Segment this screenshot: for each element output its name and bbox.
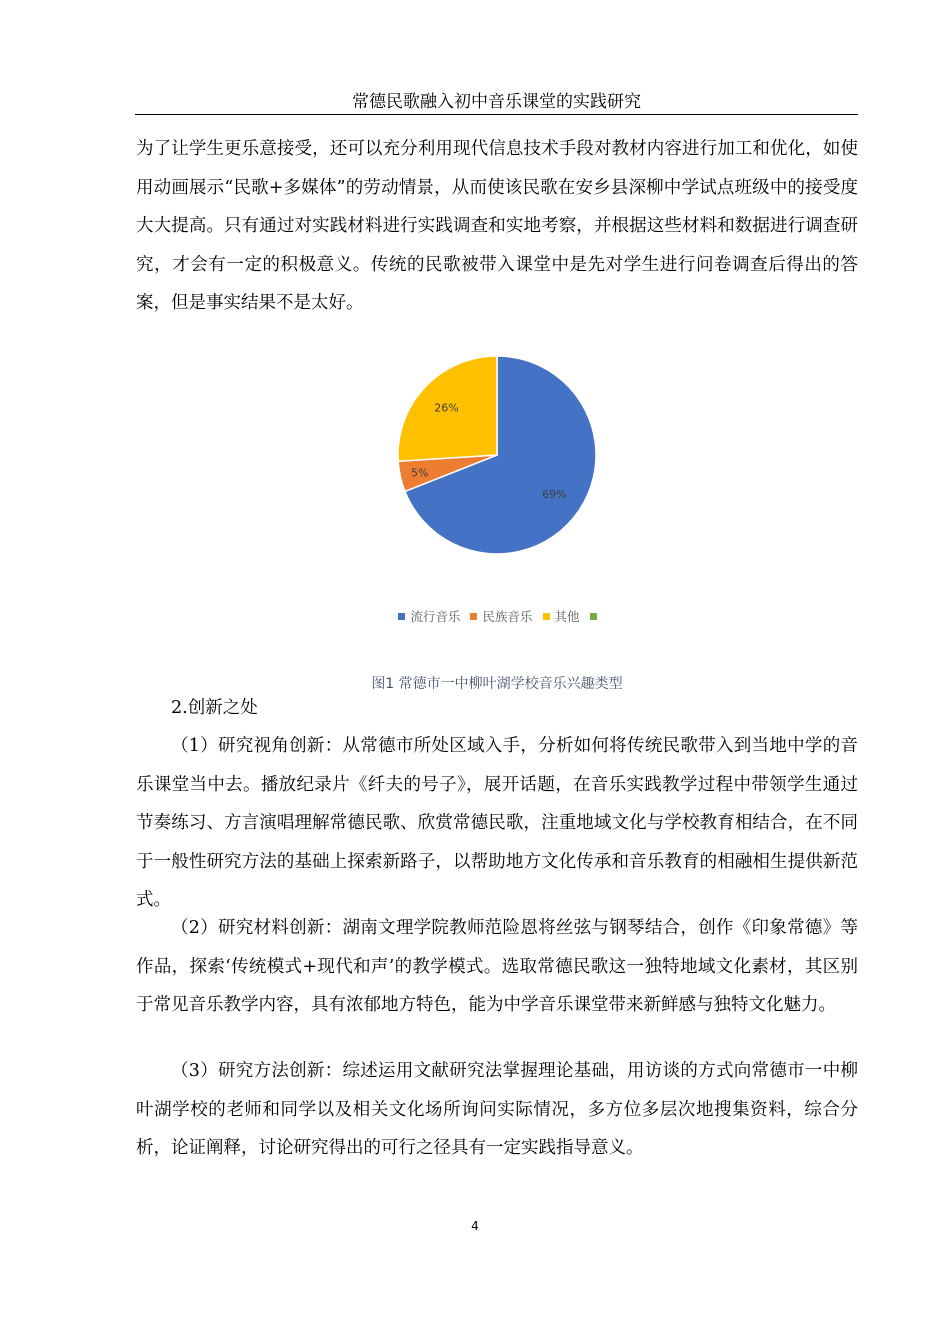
legend-label-other: 其他	[554, 609, 580, 624]
legend-item-pop	[398, 607, 460, 625]
pie-label-folk: 5%	[410, 466, 429, 480]
legend-item-unlabeled	[590, 613, 602, 620]
legend-swatch-pop	[398, 613, 405, 620]
section-heading: 2.创新之处	[171, 698, 258, 718]
legend-item-folk	[470, 607, 532, 625]
legend-swatch-folk	[470, 613, 477, 620]
innovation-paragraph-3: （3）研究方法创新：综述运用文献研究法掌握理论基础，用访谈的方式向常德市一中柳叶湖学校的老师和同学以及相关文化场所询问实际情况，多方位多层次地搜集资料，综合分析，论证阐释，讨论研究得出的可行之径具有一定实践指导意义。	[136, 1061, 858, 1158]
pie-label-other: 26%	[434, 401, 459, 415]
chart-legend	[340, 606, 660, 626]
legend-item-other	[543, 607, 580, 625]
legend-swatch-other	[543, 613, 550, 620]
page-number: 4	[471, 1219, 479, 1233]
music-interest-pie-chart	[340, 340, 660, 640]
legend-swatch-unlabeled	[590, 613, 597, 620]
innovation-paragraph-2: （2）研究材料创新：湖南文理学院教师范险恩将丝弦与钢琴结合，创作《印象常德》等作品，探索‘传统模式+现代和声’的教学模式。选取常德民歌这一独特地域文化素材，其区别于常见音乐教学内容，具有浓郁地方特色，能为中学音乐课堂带来新鲜感与独特文化魅力。	[136, 918, 858, 1015]
legend-label-folk: 民族音乐	[482, 609, 533, 624]
figure-caption: 图1 常德市一中柳叶湖学校音乐兴趣类型	[371, 676, 623, 692]
intro-paragraph: 为了让学生更乐意接受，还可以充分利用现代信息技术手段对教材内容进行加工和优化，如使用动画展示“民歌+多媒体”的劳动情景，从而使该民歌在安乡县深柳中学试点班级中的接受度大大提高。只有通过对实践材料进行实践调查和实地考察，并根据这些材料和数据进行调查研究，才会有一定的积极意义。传统的民歌被带入课堂中是先对学生进行问卷调查后得出的答案，但是事实结果不是太好。	[136, 139, 858, 313]
header-divider	[135, 114, 858, 115]
innovation-paragraph-1: （1）研究视角创新：从常德市所处区域入手，分析如何将传统民歌带入到当地中学的音乐课堂当中去。播放纪录片《纤夫的号子》，展开话题，在音乐实践教学过程中带领学生通过节奏练习、方言演唱理解常德民歌、欣赏常德民歌，注重地域文化与学校教育相结合，在不同于一般性研究方法的基础上探索新路子，以帮助地方文化传承和音乐教育的相融相生提供新范式。	[136, 736, 858, 910]
pie-label-pop: 69%	[542, 487, 567, 501]
legend-label-pop: 流行音乐	[410, 609, 461, 624]
page-header-title: 常德民歌融入初中音乐课堂的实践研究	[352, 92, 641, 112]
